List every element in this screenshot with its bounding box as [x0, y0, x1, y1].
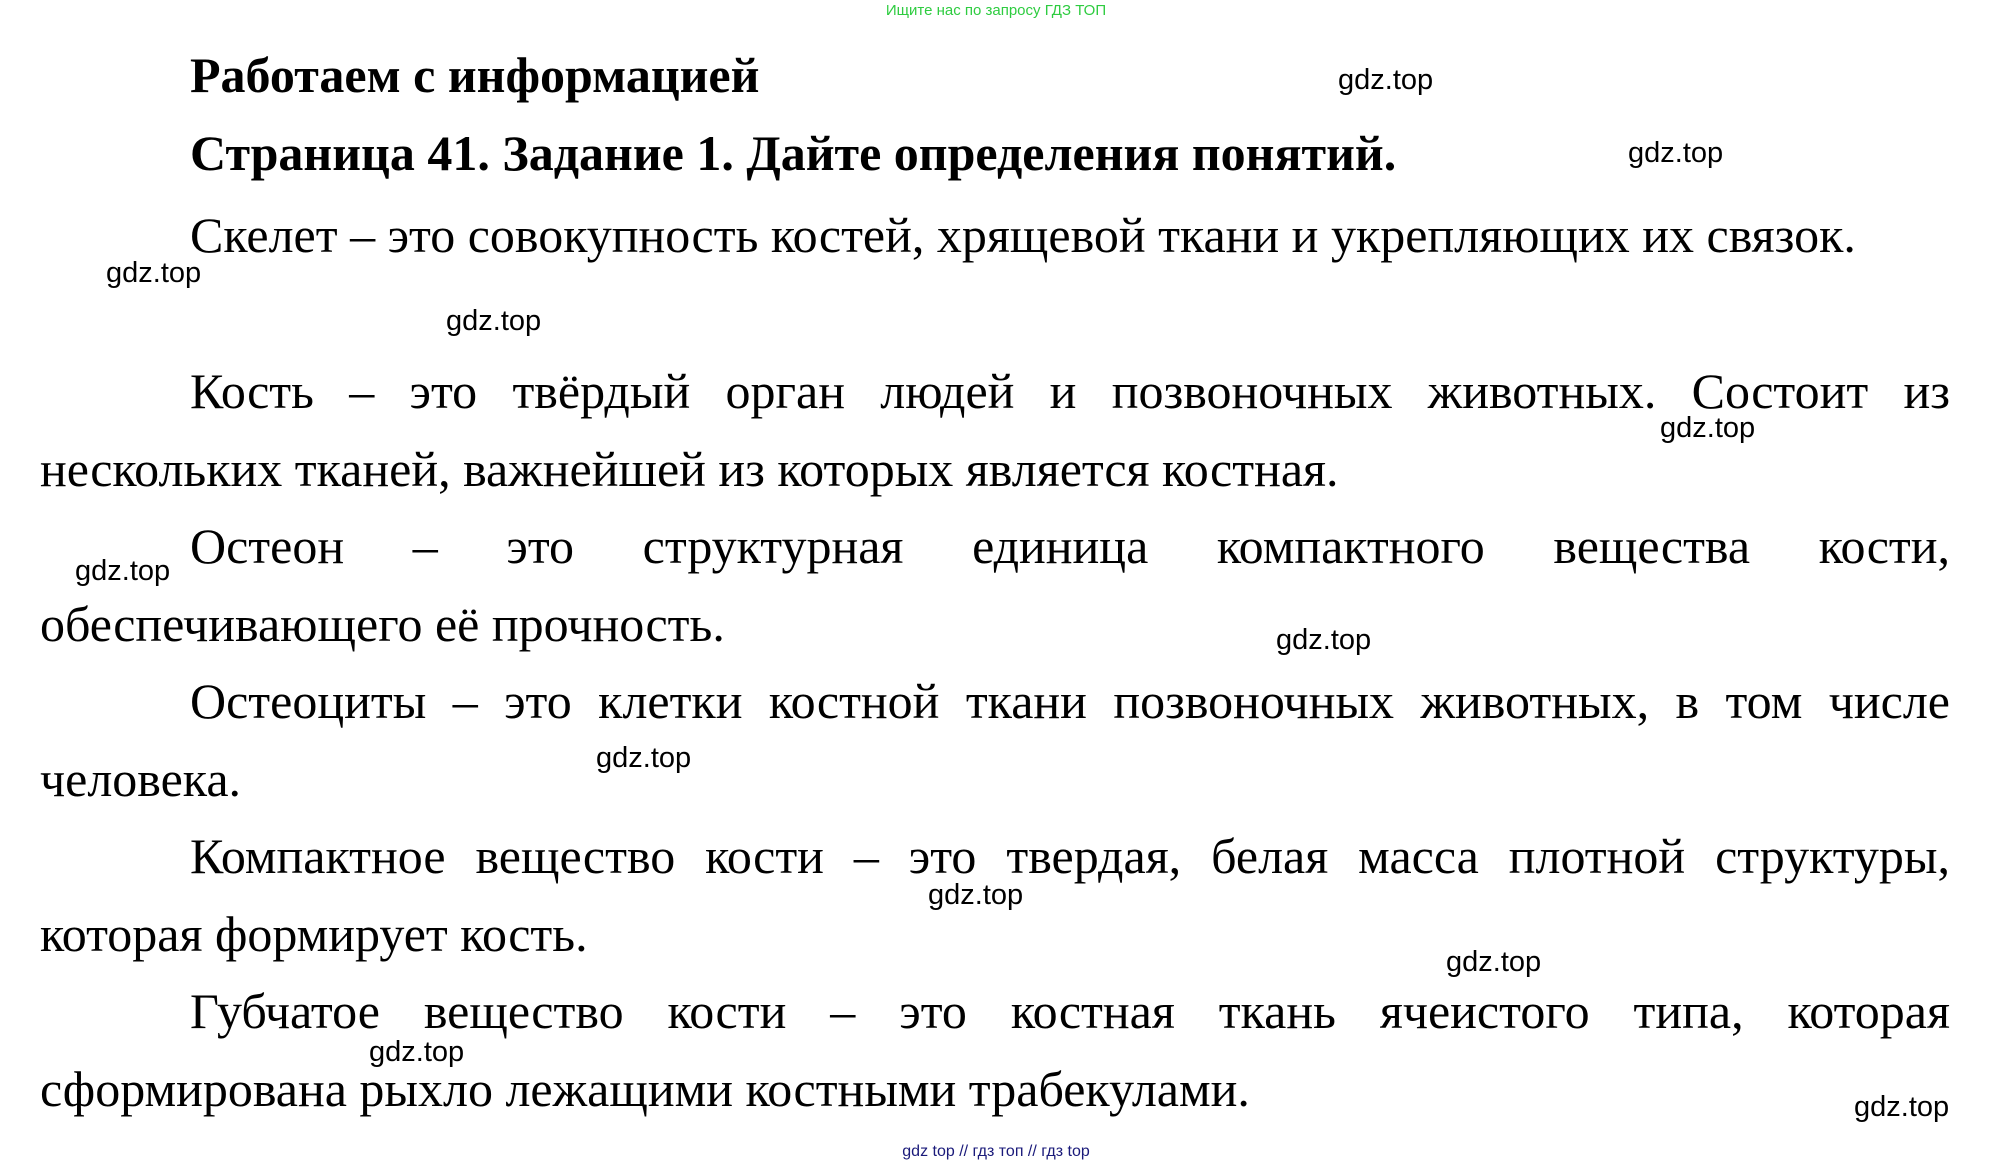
definition-text: Скелет – это совокупность костей, хрящевой ткани и укрепляющих их связок. — [190, 207, 1856, 263]
watermark: gdz.top — [369, 1036, 465, 1068]
watermark: gdz.top — [446, 305, 542, 337]
definition-text: Компактное вещество кости – это твердая, белая масса плотной структуры, которая формирует кость. — [40, 828, 1950, 962]
watermark: gdz.top — [1660, 412, 1756, 444]
page-heading: Работаем с информацией — [190, 47, 760, 103]
watermark: gdz.top — [1338, 64, 1434, 96]
definition-text: Остеоциты – это клетки костной ткани позвоночных животных, в том числе человека. — [40, 673, 1950, 807]
definition-text: Остеон – это структурная единица компактного вещества кости, обеспечивающего её прочность. — [40, 518, 1950, 652]
watermark: gdz.top — [75, 555, 171, 587]
watermark: gdz.top — [928, 879, 1024, 911]
definition-paragraph — [40, 972, 1950, 1128]
watermark: gdz.top — [1446, 946, 1542, 978]
watermark: gdz.top — [1628, 137, 1724, 169]
footer-watermark: gdz top // гдз топ // гдз top — [902, 1143, 1090, 1160]
definition-paragraph — [40, 196, 1950, 274]
definition-paragraph — [40, 507, 1950, 663]
watermark: gdz.top — [596, 742, 692, 774]
watermark: gdz.top — [1854, 1091, 1950, 1123]
watermark: gdz.top — [1276, 624, 1372, 656]
watermark: gdz.top — [106, 257, 202, 289]
definition-paragraph — [40, 662, 1950, 818]
top-banner: Ищите нас по запросу ГДЗ ТОП — [885, 2, 1107, 19]
definition-text: Кость – это твёрдый орган людей и позвоночных животных. Состоит из нескольких тканей, важнейшей из которых является костная. — [40, 363, 1950, 497]
task-title: Страница 41. Задание 1. Дайте определения понятий. — [190, 125, 1397, 181]
definition-text: Губчатое вещество кости – это костная ткань ячеистого типа, которая сформирована рыхло лежащими костными трабекулами. — [40, 983, 1950, 1117]
